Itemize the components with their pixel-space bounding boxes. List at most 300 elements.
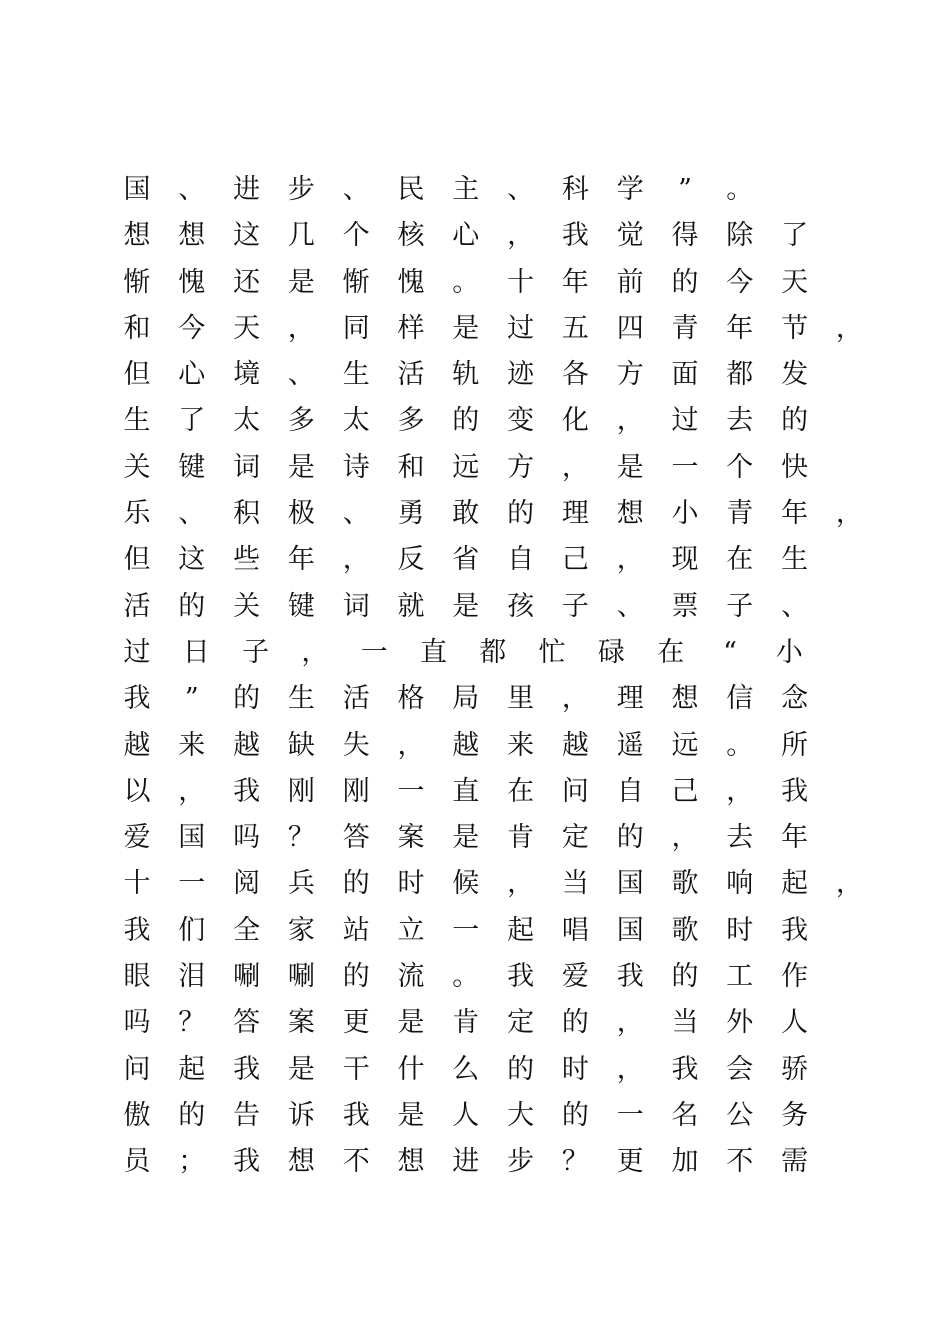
text-char: 年 [287,544,315,576]
text-char: 局 [452,683,480,715]
text-char: 我 [781,775,809,807]
text-char: 年 [726,312,754,344]
text-char: ， [616,544,644,576]
text-char: 歌 [671,868,699,900]
text-char: 务 [781,1099,809,1131]
text-char: 多 [397,405,425,437]
text-char: 主 [452,174,480,205]
text-char: 过 [507,312,535,344]
text-line [122,445,842,491]
text-char: 步 [507,1146,535,1178]
text-char: 太 [342,405,370,437]
text-char: 但 [123,544,151,576]
text-char: 方 [507,451,535,483]
text-char: 些 [233,544,261,576]
text-line [122,1139,842,1185]
text-char: 是 [452,822,480,854]
text-char: 五 [561,312,589,344]
text-char: 、 [616,590,644,622]
text-char: 觉 [616,220,644,252]
text-char: 愧 [178,266,206,298]
text-char: 键 [287,590,315,622]
text-char: 定 [561,822,589,854]
text-char: 外 [726,1007,754,1039]
text-char: 候 [452,868,480,900]
text-char: 诉 [287,1099,315,1131]
text-char: ， [616,405,644,437]
text-char: 我 [781,914,809,946]
text-char: 一 [671,451,699,483]
text-char: 几 [287,220,315,252]
text-char: 心 [452,220,480,252]
text-char: 想 [616,498,644,530]
text-char: 词 [342,590,370,622]
text-char: 的 [561,1007,589,1039]
text-char: 越 [123,729,151,761]
text-char: 国 [178,822,206,854]
text-char: ， [561,451,589,483]
text-line [122,676,842,722]
text-char: 现 [671,544,699,576]
text-char: 在 [726,544,754,576]
text-char: 的 [616,822,644,854]
text-char: 的 [342,868,370,900]
text-char: 的 [452,405,480,437]
text-char: 眼 [123,961,151,993]
body-text [122,167,863,1186]
text-char: 一 [178,868,206,900]
text-line [122,1093,842,1139]
text-line [122,908,842,954]
text-line [122,1000,842,1046]
text-line [122,306,863,352]
text-char: 吗 [233,822,261,854]
text-char: 时 [397,868,425,900]
text-char: 这 [233,220,261,252]
text-char: 公 [726,1099,754,1131]
text-char: 不 [342,1146,370,1178]
text-char: 站 [342,914,370,946]
text-char: 定 [507,1007,535,1039]
text-char: 里 [507,683,535,715]
text-char: 加 [671,1146,699,1178]
text-char: 十 [507,266,535,298]
text-char: 什 [397,1053,425,1085]
text-char: 流 [397,961,425,993]
text-char: 歌 [671,914,699,946]
text-char: 刚 [287,775,315,807]
text-char: 需 [781,1146,809,1178]
text-char: 和 [397,451,425,483]
text-char: ？ [561,1146,589,1178]
text-char: 各 [561,359,589,391]
text-char: 当 [561,868,589,900]
text-char: 太 [233,405,261,437]
text-char: 生 [123,405,151,437]
text-char: 直 [420,636,447,668]
text-char: 所 [781,729,809,761]
text-char: 自 [507,544,535,576]
text-char: 想 [397,1146,425,1178]
text-char: 关 [123,451,151,483]
text-char: 我 [233,1053,261,1085]
text-char: 是 [287,1053,315,1085]
text-char: 答 [233,1007,261,1039]
text-char: 阅 [233,868,261,900]
text-char: 了 [781,220,809,252]
text-char: 家 [287,914,315,946]
text-char: 作 [781,961,809,993]
text-char: 我 [616,961,644,993]
text-char: 念 [781,683,809,715]
text-char: ， [835,312,863,344]
text-char: 肯 [507,822,535,854]
text-char: 、 [178,498,206,530]
text-char: 理 [561,498,589,530]
text-char: ？ [287,822,315,854]
text-char: 问 [123,1053,151,1085]
text-char: 失 [342,729,370,761]
text-char: 四 [616,312,644,344]
text-char: 过 [671,405,699,437]
text-char: 惭 [342,266,370,298]
text-char: 一 [616,1099,644,1131]
text-char: ， [835,868,863,900]
text-char: 活 [123,590,151,622]
text-char: 响 [726,868,754,900]
text-char: 、 [507,174,535,205]
text-char: 时 [561,1053,589,1085]
text-char: 案 [287,1007,315,1039]
text-char: 远 [671,729,699,761]
text-char: 遥 [616,729,644,761]
text-char: 心 [178,359,206,391]
text-char: 人 [781,1007,809,1039]
text-char: 想 [287,1146,315,1178]
text-char: ， [178,775,206,807]
text-line [122,167,842,213]
text-char: 告 [233,1099,261,1131]
text-char: 、 [342,174,370,205]
text-char: 愧 [397,266,425,298]
text-char: 骄 [781,1053,809,1085]
text-char: 惭 [123,266,151,298]
text-char: ， [397,729,425,761]
text-char: 得 [671,220,699,252]
text-char: 一 [360,636,388,668]
text-char: 信 [726,683,754,715]
text-line [122,1047,842,1093]
text-char: 的 [671,961,699,993]
text-char: ， [726,775,754,807]
text-char: 以 [123,775,151,807]
text-char: 票 [671,590,699,622]
text-char: 样 [397,312,425,344]
text-char: 爱 [123,822,151,854]
text-char: 的 [507,498,535,530]
text-char: 一 [397,775,425,807]
text-char: 是 [452,590,480,622]
text-char: 起 [178,1053,206,1085]
text-char: 缺 [287,729,315,761]
text-char: 化 [561,405,589,437]
text-char: 的 [342,961,370,993]
text-char: 诗 [342,451,370,483]
text-char: 子 [726,590,754,622]
text-char: 想 [671,683,699,715]
text-char: “ [723,636,737,668]
text-char: 青 [671,312,699,344]
text-char: 轨 [452,359,480,391]
text-char: 我 [233,775,261,807]
text-char: 反 [397,544,425,576]
text-char: 起 [781,868,809,900]
text-char: 小 [775,636,803,668]
text-char: 来 [178,729,206,761]
text-char: ， [342,544,370,576]
text-char: ” [184,683,199,715]
text-char: 在 [507,775,535,807]
text-char: 爱 [561,961,589,993]
text-char: 的 [561,1099,589,1131]
text-char: 和 [123,312,151,344]
text-char: 核 [397,220,425,252]
text-char: 唰 [287,961,315,993]
text-char: 青 [726,498,754,530]
text-char: 今 [726,266,754,298]
text-char: 今 [178,312,206,344]
text-char: ” [678,174,692,205]
text-char: 进 [452,1146,480,1178]
text-char: 。 [452,266,480,298]
text-char: 我 [233,1146,261,1178]
text-char: 越 [561,729,589,761]
text-char: ， [671,822,699,854]
text-char: 我 [561,220,589,252]
text-char: 兵 [287,868,315,900]
text-char: 、 [178,174,206,205]
text-char: 快 [781,451,809,483]
text-char: 么 [452,1053,480,1085]
text-line [122,630,842,676]
text-char: 但 [123,359,151,391]
text-char: 这 [178,544,206,576]
text-char: 是 [616,451,644,483]
text-char: 发 [781,359,809,391]
text-line [122,537,842,583]
text-char: 活 [397,359,425,391]
text-char: 答 [342,822,370,854]
text-char: ， [301,636,329,668]
text-char: 越 [452,729,480,761]
text-char: 是 [452,312,480,344]
text-char: 天 [781,266,809,298]
text-char: 的 [781,405,809,437]
text-char: ？ [178,1007,206,1039]
text-char: 个 [342,220,370,252]
text-char: 年 [781,822,809,854]
text-char: 除 [726,220,754,252]
text-line [122,769,842,815]
text-char: 我 [342,1099,370,1131]
text-char: 勇 [397,498,425,530]
text-char: 直 [452,775,480,807]
text-char: 是 [287,451,315,483]
text-char: 大 [507,1099,535,1131]
text-char: 就 [397,590,425,622]
text-char: 个 [726,451,754,483]
text-char: 们 [178,914,206,946]
text-line [122,398,842,444]
text-char: 日 [182,636,210,668]
text-char: 我 [123,683,151,715]
text-char: 生 [781,544,809,576]
text-char: 子 [242,636,270,668]
text-char: 乐 [123,498,151,530]
text-char: 想 [178,220,206,252]
text-char: 、 [287,359,315,391]
text-char: 越 [233,729,261,761]
text-line [122,352,842,398]
text-char: 在 [657,636,685,668]
text-char: 迹 [507,359,535,391]
text-char: 生 [342,359,370,391]
text-char: 更 [342,1007,370,1039]
text-char: 极 [287,498,315,530]
text-char: 前 [616,266,644,298]
text-char: 方 [616,359,644,391]
text-char: 年 [561,266,589,298]
text-char: 问 [561,775,589,807]
text-char: 名 [671,1099,699,1131]
text-char: 唱 [561,914,589,946]
text-char: 全 [233,914,261,946]
text-char: 傲 [123,1099,151,1131]
text-char: 的 [178,590,206,622]
text-char: ， [507,220,535,252]
text-line [122,260,842,306]
text-char: 同 [342,312,370,344]
text-char: 境 [233,359,261,391]
text-char: 己 [671,775,699,807]
text-char: 积 [233,498,261,530]
text-char: 起 [507,914,535,946]
text-char: 理 [616,683,644,715]
text-char: 民 [397,174,425,205]
text-char: 远 [452,451,480,483]
text-char: 案 [397,822,425,854]
text-char: 变 [507,405,535,437]
text-char: 员 [123,1146,151,1178]
text-char: 孩 [507,590,535,622]
text-char: 节 [781,312,809,344]
text-char: 十 [123,868,151,900]
text-char: 、 [342,498,370,530]
text-char: 人 [452,1099,480,1131]
text-char: 的 [507,1053,535,1085]
text-char: 碌 [597,636,625,668]
text-char: ， [287,312,315,344]
text-char: 国 [616,914,644,946]
text-char: 当 [671,1007,699,1039]
text-char: 的 [178,1099,206,1131]
text-line [122,491,863,537]
text-char: 都 [479,636,507,668]
text-char: 一 [452,914,480,946]
text-char: 我 [123,914,151,946]
text-char: 年 [781,498,809,530]
text-char: ， [616,1053,644,1085]
text-char: 还 [233,266,261,298]
text-char: 天 [233,312,261,344]
text-char: 干 [342,1053,370,1085]
text-char: 是 [397,1007,425,1039]
text-char: 步 [287,174,315,205]
text-char: 是 [397,1099,425,1131]
text-char: 、 [781,590,809,622]
text-char: 想 [123,220,151,252]
text-char: 格 [397,683,425,715]
text-char: 工 [726,961,754,993]
text-char: 面 [671,359,699,391]
text-char: ， [561,683,589,715]
text-char: 吗 [123,1007,151,1039]
text-line [122,954,842,1000]
text-char: 时 [726,914,754,946]
text-char: 。 [452,961,480,993]
text-char: 会 [726,1053,754,1085]
text-char: ， [835,498,863,530]
text-line [122,213,842,259]
text-char: 不 [726,1146,754,1178]
text-char: 子 [561,590,589,622]
text-char: ， [616,1007,644,1039]
text-char: 肯 [452,1007,480,1039]
text-char: 我 [671,1053,699,1085]
text-char: ， [507,868,535,900]
text-char: 去 [726,405,754,437]
text-char: 的 [671,266,699,298]
text-char: 。 [726,174,754,205]
text-char: 过 [123,636,151,668]
text-char: ； [178,1146,206,1178]
text-char: 己 [561,544,589,576]
text-char: 我 [507,961,535,993]
text-char: 自 [616,775,644,807]
text-char: 科 [561,174,589,205]
text-char: 进 [233,174,261,205]
text-char: 活 [342,683,370,715]
text-line [122,815,842,861]
text-char: 学 [616,174,644,205]
text-char: 国 [616,868,644,900]
text-char: 立 [397,914,425,946]
text-char: 来 [507,729,535,761]
text-char: 去 [726,822,754,854]
text-char: 敢 [452,498,480,530]
text-char: 忙 [538,636,566,668]
text-char: 词 [233,451,261,483]
text-char: 泪 [178,961,206,993]
text-char: 国 [123,174,151,205]
text-char: 刚 [342,775,370,807]
text-char: 关 [233,590,261,622]
text-char: 小 [671,498,699,530]
text-line [122,584,842,630]
text-char: 生 [287,683,315,715]
text-char: 键 [178,451,206,483]
text-char: 都 [726,359,754,391]
